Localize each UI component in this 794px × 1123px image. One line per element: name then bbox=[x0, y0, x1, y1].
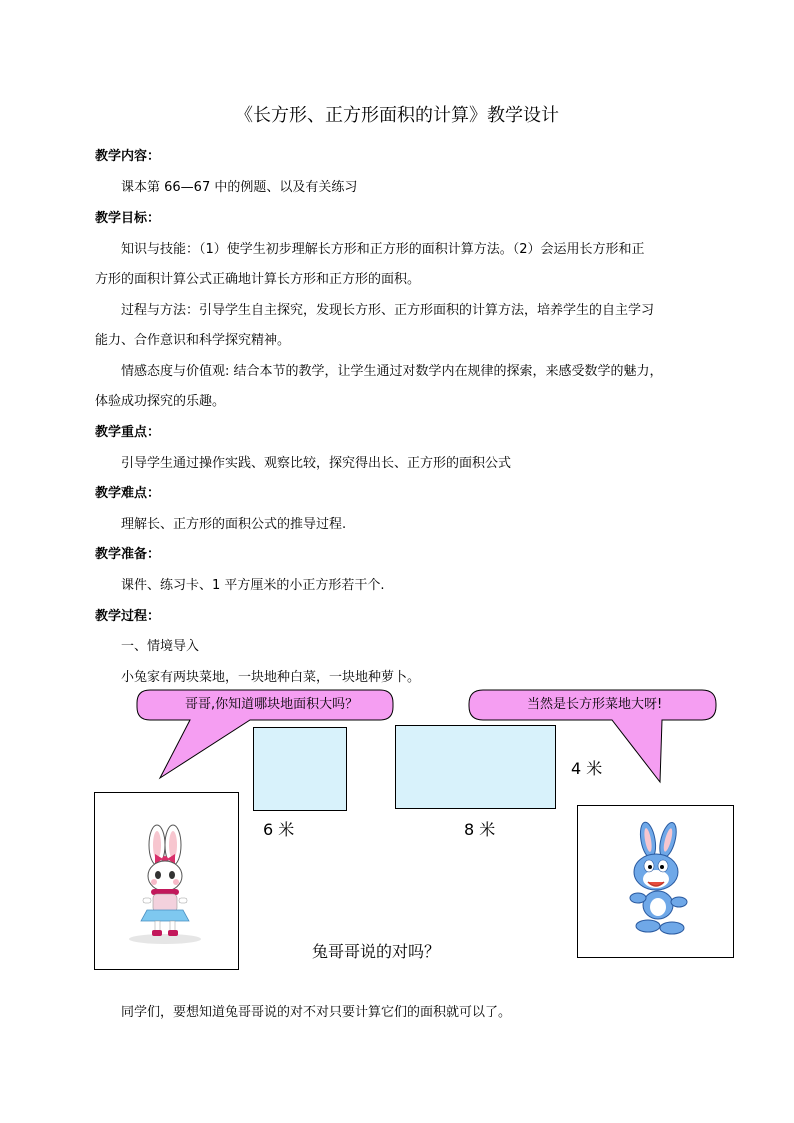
process-step1: 一、情境导入 bbox=[121, 639, 200, 654]
bubble-left-text: 哥哥,你知道哪块地面积大吗？ bbox=[185, 697, 359, 712]
goal-method-line1: 过程与方法：引导学生自主探究，发现长方形、正方形面积的计算方法，培养学生的自主学习 bbox=[121, 303, 655, 318]
girl-rabbit-frame bbox=[94, 792, 239, 970]
content-text: 课本第 66—67 中的例题、以及有关练习 bbox=[121, 180, 358, 195]
key-text: 引导学生通过操作实践、观察比较，探究得出长、正方形的面积公式 bbox=[121, 456, 512, 471]
girl-rabbit-illustration bbox=[95, 793, 238, 969]
goal-emotion-line1: 情感态度与价值观: 结合本节的教学，让学生通过对数学内在规律的探索，来感受数学的魅力， bbox=[121, 364, 663, 379]
goal-method-line2: 能力、合作意识和科学探究精神。 bbox=[95, 333, 291, 348]
heading-content: 教学内容： bbox=[95, 149, 161, 164]
prep-text: 课件、练习卡、1 平方厘米的小正方形若干个. bbox=[121, 578, 385, 593]
page-title: 《长方形、正方形面积的计算》教学设计 bbox=[235, 105, 559, 126]
heading-goals: 教学目标： bbox=[95, 211, 161, 226]
heading-process: 教学过程： bbox=[95, 609, 161, 624]
boy-rabbit-frame bbox=[577, 805, 734, 958]
goal-skill-line1: 知识与技能：（1）使学生初步理解长方形和正方形的面积计算方法。（2）会运用长方形和正 bbox=[121, 242, 645, 257]
rect-length-label: 8 米 bbox=[464, 820, 496, 839]
rect-width-label: 4 米 bbox=[571, 759, 603, 778]
rectangle-field bbox=[395, 725, 556, 809]
heading-prep: 教学准备： bbox=[95, 547, 161, 562]
bubble-right-text: 当然是长方形菜地大呀! bbox=[527, 697, 663, 712]
closing-text: 同学们，要想知道兔哥哥说的对不对只要计算它们的面积就可以了。 bbox=[121, 1005, 512, 1020]
square-side-label: 6 米 bbox=[263, 820, 295, 839]
square-field bbox=[253, 727, 347, 811]
heading-key: 教学重点： bbox=[95, 425, 161, 440]
boy-rabbit-illustration bbox=[578, 806, 733, 957]
heading-difficulty: 教学难点： bbox=[95, 486, 161, 501]
difficulty-text: 理解长、正方形的面积公式的推导过程. bbox=[121, 517, 347, 532]
process-story: 小兔家有两块菜地，一块地种白菜，一块地种萝卜。 bbox=[121, 670, 421, 685]
goal-emotion-line2: 体验成功探究的乐趣。 bbox=[95, 394, 226, 409]
goal-skill-line2: 方形的面积计算公式正确地计算长方形和正方形的面积。 bbox=[95, 272, 421, 287]
question-text: 兔哥哥说的对吗？ bbox=[312, 942, 441, 961]
